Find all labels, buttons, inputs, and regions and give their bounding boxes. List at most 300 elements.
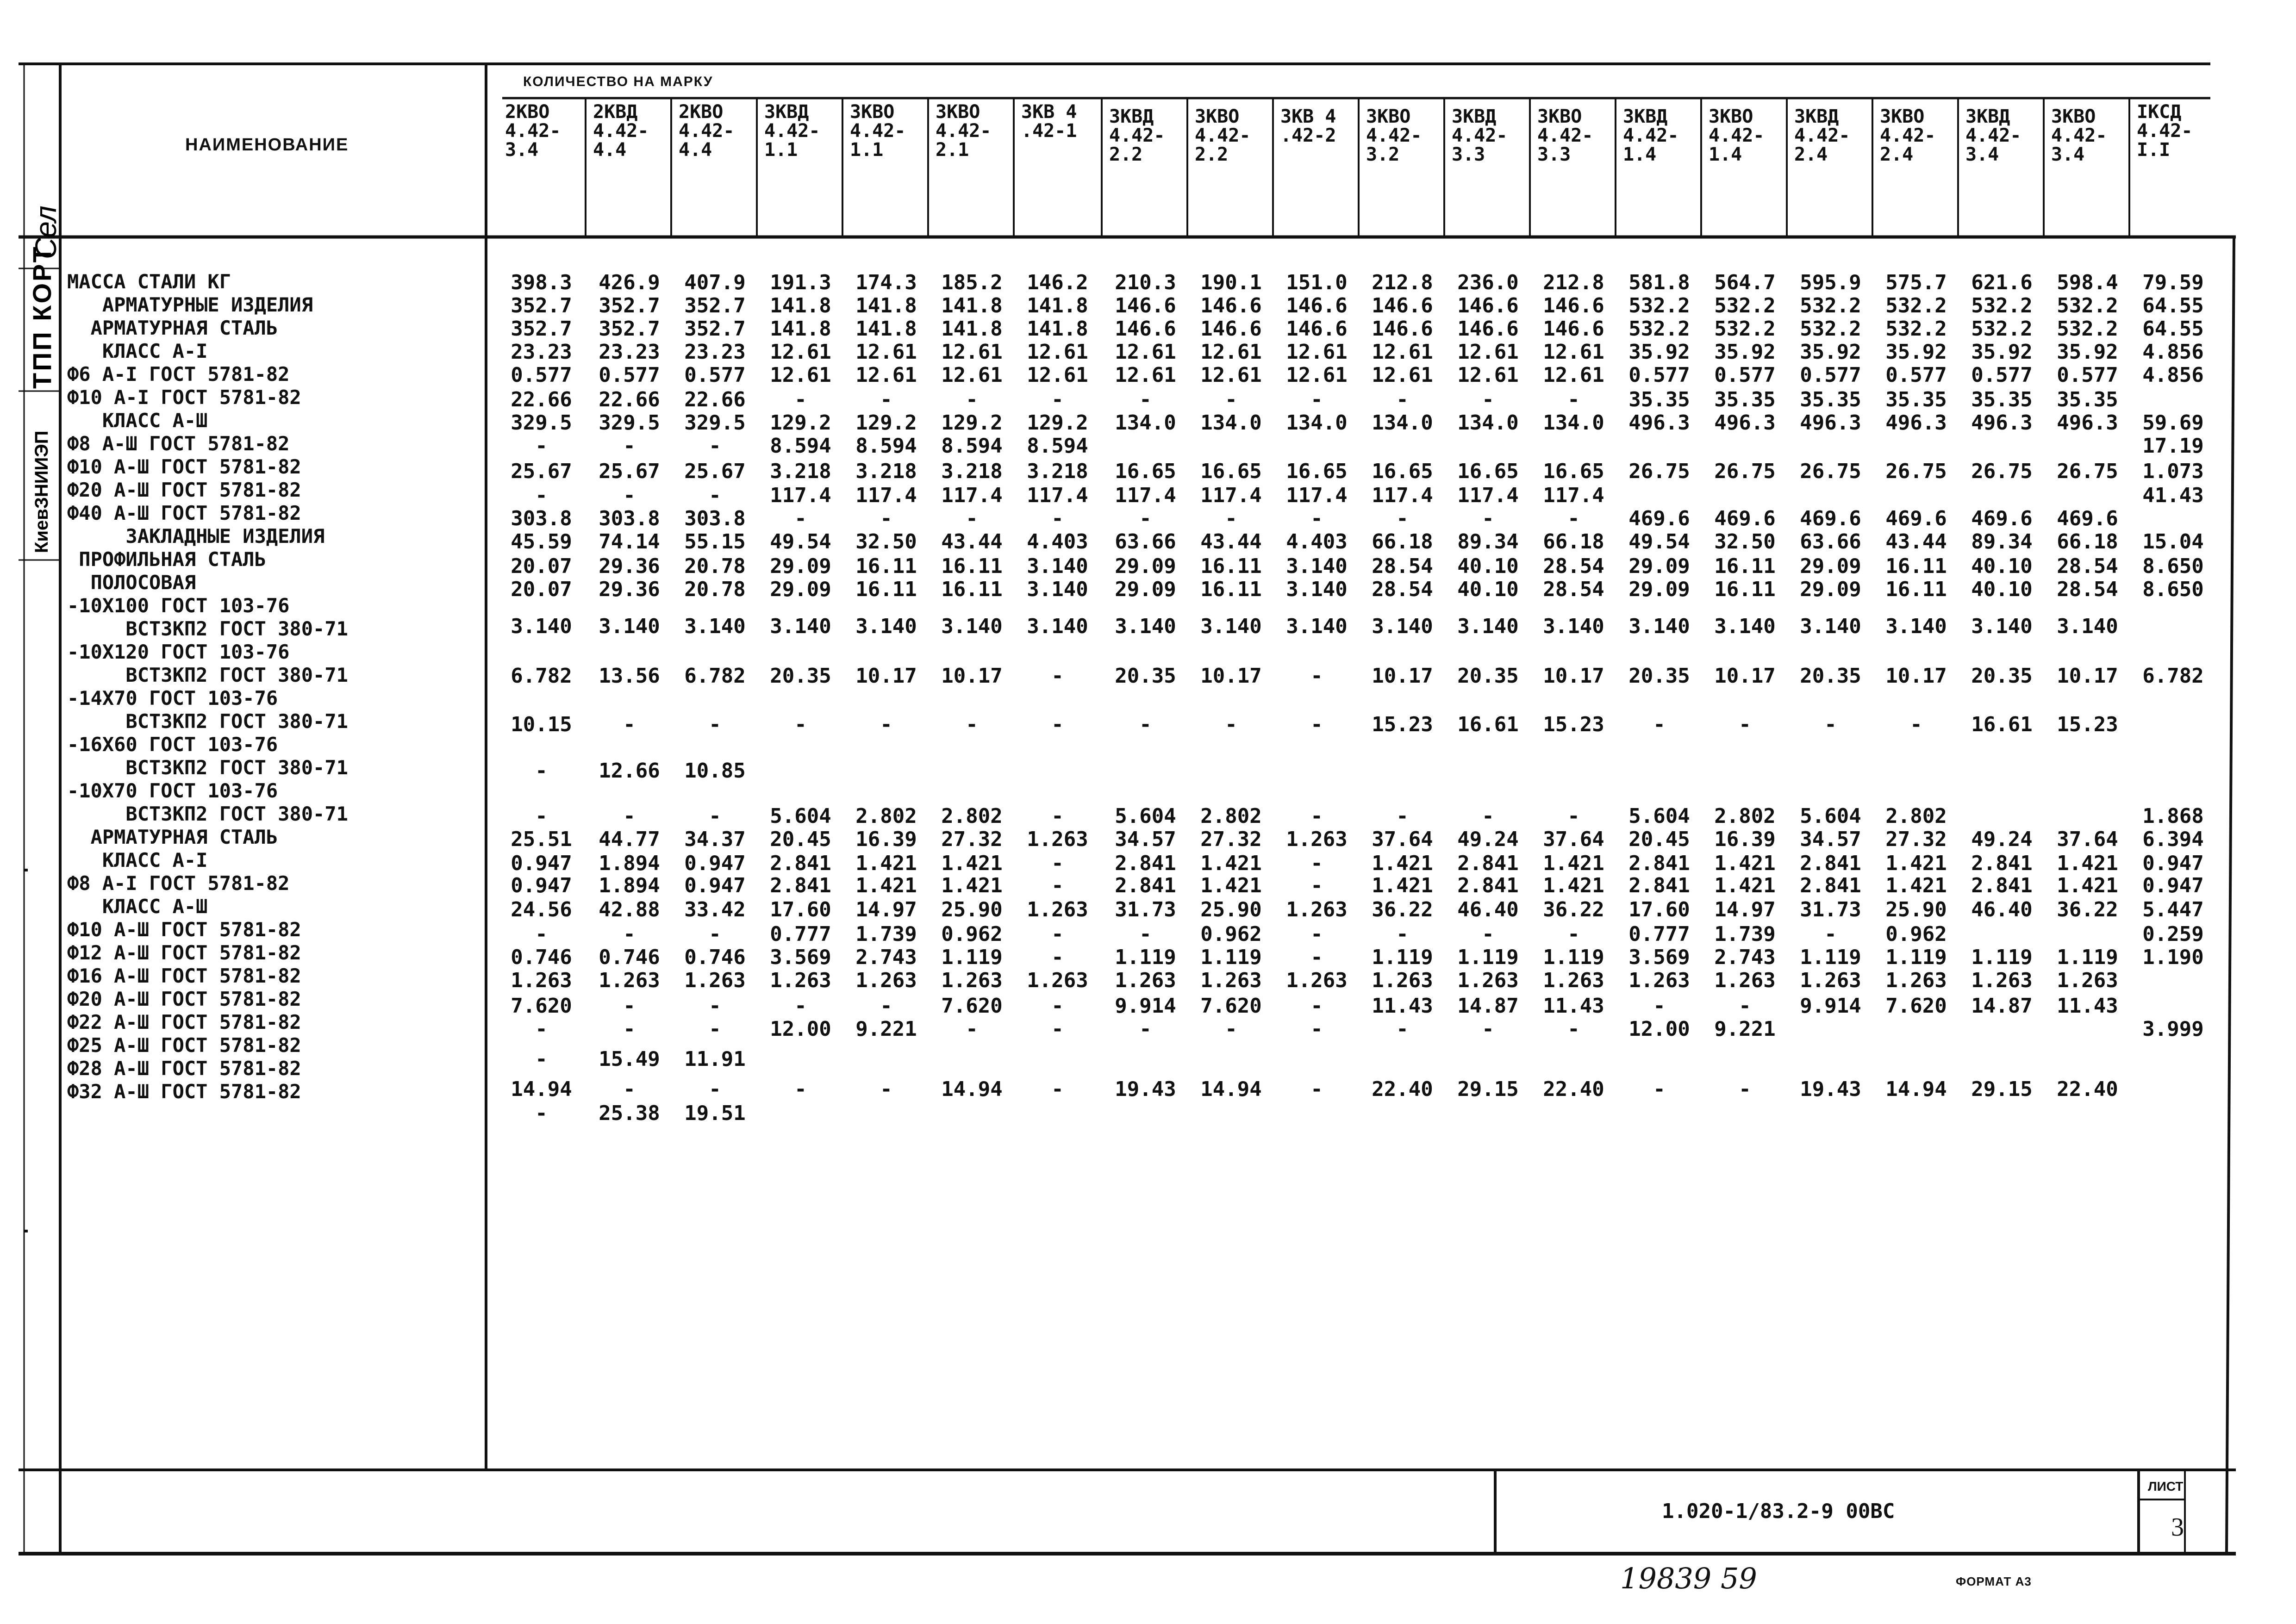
table-cell: 1.263 (1714, 969, 1776, 992)
table-cell: 1.263 (1628, 969, 1690, 992)
row-label: Ф28 А-Ш ГОСТ 5781-82 (67, 1057, 301, 1080)
table-cell: - (1739, 994, 1751, 1018)
table-cell: 532.2 (1800, 317, 1861, 341)
table-cell: 46.40 (1971, 898, 2033, 921)
table-cell: 23.23 (684, 340, 746, 364)
row-label: ВСТЗКП2 ГОСТ 380-71 (67, 710, 348, 733)
table-cell: - (535, 434, 548, 458)
table-cell: 1.263 (1372, 969, 1433, 992)
table-cell: 352.7 (511, 317, 572, 341)
table-cell: 595.9 (1800, 271, 1861, 294)
table-cell: 146.6 (1372, 294, 1433, 317)
table-cell: 22.66 (511, 388, 572, 411)
row-label: ВСТЗКП2 ГОСТ 380-71 (67, 803, 348, 825)
table-cell: 146.6 (1372, 317, 1433, 341)
table-cell: 352.7 (599, 294, 660, 317)
table-cell: 7.620 (941, 994, 1003, 1018)
side-stamp-bottom: КиевЗНИИЭП (31, 430, 52, 553)
table-cell: 1.263 (1200, 969, 1262, 992)
table-cell: 141.8 (941, 294, 1003, 317)
table-cell: 2.841 (1115, 852, 1176, 875)
table-cell: 2.841 (1457, 852, 1519, 875)
table-cell: 16.65 (1115, 460, 1176, 483)
table-cell: 49.54 (770, 530, 831, 554)
table-cell: 10.17 (941, 664, 1003, 688)
table-cell: - (1310, 664, 1323, 688)
table-cell: 35.92 (1714, 340, 1776, 364)
table-cell: 146.6 (1286, 294, 1348, 317)
table-cell: 0.259 (2142, 922, 2204, 946)
table-cell: 532.2 (1800, 294, 1861, 317)
table-cell: - (1051, 852, 1064, 875)
table-cell: 28.54 (1372, 578, 1433, 601)
table-cell: 12.61 (1286, 340, 1348, 364)
table-cell: 5.604 (1800, 804, 1861, 828)
table-cell: 496.3 (1628, 411, 1690, 435)
table-cell: - (880, 388, 892, 411)
table-cell: 49.54 (1628, 530, 1690, 554)
column-header-9: 3КВО 4.42- 2.2 (1195, 106, 1251, 165)
table-cell: - (1225, 713, 1237, 736)
table-cell: - (1139, 1017, 1152, 1041)
table-cell: - (535, 484, 548, 507)
table-cell: 9.914 (1115, 994, 1176, 1018)
table-cell: 26.75 (1971, 460, 2033, 483)
table-cell: 27.32 (941, 828, 1003, 851)
table-cell: - (1396, 804, 1409, 828)
table-cell: 14.94 (941, 1077, 1003, 1101)
table-cell: 7.620 (511, 994, 572, 1018)
table-cell: 129.2 (1027, 411, 1088, 435)
table-cell: - (794, 713, 807, 736)
table-cell: 141.8 (770, 317, 831, 341)
table-cell: 28.54 (1543, 578, 1604, 601)
row-label: ПОЛОСОВАЯ (67, 571, 196, 594)
table-cell: 134.0 (1286, 411, 1348, 435)
table-cell: 79.59 (2142, 271, 2204, 294)
table-cell: 31.73 (1800, 898, 1861, 921)
column-header-8: 3КВД 4.42- 2.2 (1109, 106, 1165, 165)
table-cell: 20.45 (770, 828, 831, 851)
table-cell: 8.594 (770, 434, 831, 458)
table-cell: 9.221 (855, 1017, 917, 1041)
table-cell: 16.11 (941, 554, 1003, 578)
table-cell: 575.7 (1885, 271, 1947, 294)
table-cell: - (880, 1077, 892, 1101)
table-cell: 29.09 (1800, 554, 1861, 578)
row-label: КЛАСС А-I (67, 849, 208, 871)
table-cell: 74.14 (599, 530, 660, 554)
table-cell: 1.894 (599, 852, 660, 875)
table-cell: 10.17 (1200, 664, 1262, 688)
table-cell: 146.6 (1200, 294, 1262, 317)
row-label: КЛАСС А-Ш (67, 895, 208, 918)
table-cell: 37.64 (2057, 828, 2118, 851)
table-cell: 3.140 (1372, 615, 1433, 638)
table-cell: 146.6 (1200, 317, 1262, 341)
table-cell: 22.40 (2057, 1077, 2118, 1101)
table-cell: - (1910, 713, 1922, 736)
table-cell: 17.60 (1628, 898, 1690, 921)
row-label: Ф20 А-Ш ГОСТ 5781-82 (67, 479, 301, 501)
table-cell: 134.0 (1543, 411, 1604, 435)
column-header-7: 3КВ 4 .42-1 (1021, 101, 1077, 142)
table-cell: 20.35 (1971, 664, 2033, 688)
table-cell: 1.421 (1885, 874, 1947, 897)
table-cell: 1.119 (1457, 946, 1519, 969)
table-cell: 129.2 (770, 411, 831, 435)
table-cell: - (1653, 1077, 1666, 1101)
table-cell: 32.50 (1714, 530, 1776, 554)
table-cell: 35.35 (1800, 388, 1861, 411)
table-cell: 28.54 (2057, 554, 2118, 578)
table-cell: 16.11 (855, 554, 917, 578)
table-cell: 4.403 (1286, 530, 1348, 554)
table-cell: 10.17 (1372, 664, 1433, 688)
table-cell: - (1051, 804, 1064, 828)
table-cell: 25.90 (941, 898, 1003, 921)
table-cell: 14.97 (855, 898, 917, 921)
table-cell: 1.263 (684, 969, 746, 992)
table-cell: 63.66 (1800, 530, 1861, 554)
row-label: Ф16 А-Ш ГОСТ 5781-82 (67, 964, 301, 987)
table-cell: - (880, 713, 892, 736)
table-cell: 12.61 (941, 340, 1003, 364)
table-cell: 3.218 (855, 460, 917, 483)
table-cell: 1.263 (1971, 969, 2033, 992)
table-cell: 141.8 (941, 317, 1003, 341)
table-cell: 14.94 (1200, 1077, 1262, 1101)
row-label: Ф10 А-Ш ГОСТ 5781-82 (67, 918, 301, 941)
table-cell: 151.0 (1286, 271, 1348, 294)
table-cell: 16.65 (1543, 460, 1604, 483)
table-cell: 33.42 (684, 898, 746, 921)
table-cell: 581.8 (1628, 271, 1690, 294)
table-cell: 0.577 (1800, 363, 1861, 387)
table-cell: - (1139, 388, 1152, 411)
table-cell: 0.947 (511, 852, 572, 875)
table-cell: 2.841 (1800, 874, 1861, 897)
table-cell: 1.421 (1200, 852, 1262, 875)
table-cell: - (1824, 713, 1837, 736)
table-cell: 34.37 (684, 828, 746, 851)
table-cell: 146.6 (1457, 294, 1519, 317)
table-cell: 141.8 (855, 317, 917, 341)
table-cell: 16.11 (1885, 554, 1947, 578)
column-header-2: 2КВД 4.42- 4.4 (593, 101, 649, 161)
table-cell: 12.61 (941, 363, 1003, 387)
table-cell: 29.09 (1115, 578, 1176, 601)
table-cell: 8.594 (855, 434, 917, 458)
table-cell: 29.15 (1457, 1077, 1519, 1101)
table-cell: - (1051, 994, 1064, 1018)
table-cell: 4.856 (2142, 363, 2204, 387)
table-cell: 20.35 (770, 664, 831, 688)
table-cell: - (1051, 946, 1064, 969)
table-cell: - (880, 994, 892, 1018)
table-cell: 10.17 (1543, 664, 1604, 688)
table-cell: 43.44 (1885, 530, 1947, 554)
table-cell: - (880, 507, 892, 530)
column-header-11: 3КВО 4.42- 3.2 (1366, 106, 1422, 165)
table-cell: 5.447 (2142, 898, 2204, 921)
table-cell: 329.5 (511, 411, 572, 435)
table-cell: 3.569 (1628, 946, 1690, 969)
table-cell: 1.119 (1971, 946, 2033, 969)
table-cell: 26.75 (1628, 460, 1690, 483)
handwritten-number: 19839 59 (1620, 1562, 1757, 1595)
table-cell: 134.0 (1457, 411, 1519, 435)
table-cell: 0.746 (599, 946, 660, 969)
table-cell: 1.119 (2057, 946, 2118, 969)
table-cell: 1.421 (1200, 874, 1262, 897)
table-cell: - (1396, 507, 1409, 530)
table-cell: 1.190 (2142, 946, 2204, 969)
table-cell: 564.7 (1714, 271, 1776, 294)
table-cell: 49.24 (1457, 828, 1519, 851)
table-cell: 469.6 (1971, 507, 2033, 530)
table-cell: - (535, 759, 548, 783)
column-header-16: 3КВД 4.42- 2.4 (1794, 106, 1850, 165)
table-cell: 9.914 (1800, 994, 1861, 1018)
table-cell: 35.35 (1714, 388, 1776, 411)
table-cell: 25.51 (511, 828, 572, 851)
table-cell: 32.50 (855, 530, 917, 554)
table-cell: 12.66 (599, 759, 660, 783)
table-cell: 134.0 (1115, 411, 1176, 435)
table-cell: 1.739 (855, 922, 917, 946)
table-cell: 3.140 (1115, 615, 1176, 638)
row-label: КЛАСС А-Ш (67, 409, 208, 432)
table-cell: 236.0 (1457, 271, 1519, 294)
table-cell: 1.263 (599, 969, 660, 992)
table-cell: 174.3 (855, 271, 917, 294)
table-cell: - (1482, 922, 1494, 946)
table-cell: 17.60 (770, 898, 831, 921)
table-cell: 0.947 (511, 874, 572, 897)
table-cell: 141.8 (770, 294, 831, 317)
row-label: -10Х70 ГОСТ 103-76 (67, 779, 278, 802)
table-cell: 210.3 (1115, 271, 1176, 294)
table-cell: 0.577 (1885, 363, 1947, 387)
table-cell: 1.421 (855, 874, 917, 897)
table-cell: 0.577 (1628, 363, 1690, 387)
table-cell: 26.75 (2057, 460, 2118, 483)
table-cell: 496.3 (1885, 411, 1947, 435)
row-label: ВСТЗКП2 ГОСТ 380-71 (67, 617, 348, 640)
table-cell: - (1051, 507, 1064, 530)
table-cell: - (1396, 1017, 1409, 1041)
table-cell: 11.43 (1543, 994, 1604, 1018)
table-cell: 12.00 (1628, 1017, 1690, 1041)
table-cell: 1.263 (511, 969, 572, 992)
table-cell: 0.947 (2142, 874, 2204, 897)
table-cell: 3.140 (1543, 615, 1604, 638)
table-cell: 19.51 (684, 1101, 746, 1125)
table-cell: 16.61 (1971, 713, 2033, 736)
table-cell: 0.777 (770, 922, 831, 946)
quantity-header: КОЛИЧЕСТВО НА МАРКУ (523, 74, 713, 89)
table-cell: 16.65 (1286, 460, 1348, 483)
table-cell: 35.92 (1800, 340, 1861, 364)
table-cell: 2.743 (1714, 946, 1776, 969)
table-cell: 22.40 (1372, 1077, 1433, 1101)
column-header-3: 2КВО 4.42- 4.4 (679, 101, 735, 161)
table-cell: 20.35 (1628, 664, 1690, 688)
table-cell: 3.140 (1800, 615, 1861, 638)
table-cell: 0.746 (511, 946, 572, 969)
table-cell: - (1225, 388, 1237, 411)
table-cell: - (709, 922, 721, 946)
table-cell: 1.894 (599, 874, 660, 897)
table-cell: 46.40 (1457, 898, 1519, 921)
table-cell: - (623, 484, 636, 507)
table-cell: 1.263 (1286, 969, 1348, 992)
table-cell: 49.24 (1971, 828, 2033, 851)
table-cell: 1.263 (1027, 828, 1088, 851)
table-cell: 532.2 (1714, 317, 1776, 341)
table-cell: 2.802 (855, 804, 917, 828)
table-cell: 12.61 (855, 340, 917, 364)
table-cell: 55.15 (684, 530, 746, 554)
table-cell: 29.36 (599, 578, 660, 601)
table-cell: - (1051, 1077, 1064, 1101)
table-cell: 3.140 (511, 615, 572, 638)
table-cell: - (1310, 1017, 1323, 1041)
row-label: Ф8 А-Ш ГОСТ 5781-82 (67, 432, 290, 455)
table-cell: 3.140 (1027, 615, 1088, 638)
table-cell: 532.2 (1885, 294, 1947, 317)
table-cell: 29.09 (770, 578, 831, 601)
table-cell: 35.35 (1885, 388, 1947, 411)
table-cell: 469.6 (1800, 507, 1861, 530)
table-cell: 16.65 (1457, 460, 1519, 483)
table-cell: 25.38 (599, 1101, 660, 1125)
document-code: 1.020-1/83.2-9 00ВС (1662, 1500, 1895, 1523)
table-cell: 63.66 (1115, 530, 1176, 554)
table-cell: 2.802 (1200, 804, 1262, 828)
table-cell: 2.841 (1971, 874, 2033, 897)
column-header-12: 3КВД 4.42- 3.3 (1452, 106, 1508, 165)
table-cell: - (966, 1017, 978, 1041)
table-cell: 15.49 (599, 1047, 660, 1071)
table-cell: 44.77 (599, 828, 660, 851)
table-cell: 6.394 (2142, 828, 2204, 851)
table-cell: - (1310, 713, 1323, 736)
table-cell: 0.746 (684, 946, 746, 969)
table-cell: 27.32 (1885, 828, 1947, 851)
table-cell: 0.577 (2057, 363, 2118, 387)
table-cell: 45.59 (511, 530, 572, 554)
table-cell: 2.841 (770, 874, 831, 897)
table-cell: 329.5 (684, 411, 746, 435)
table-cell: 469.6 (1714, 507, 1776, 530)
table-cell: 64.55 (2142, 294, 2204, 317)
table-cell: 12.61 (1543, 340, 1604, 364)
table-cell: 1.263 (2057, 969, 2118, 992)
table-cell: 117.4 (1543, 484, 1604, 507)
table-cell: 26.75 (1800, 460, 1861, 483)
table-cell: 426.9 (599, 271, 660, 294)
table-cell: 12.61 (1457, 363, 1519, 387)
table-cell: 3.140 (855, 615, 917, 638)
row-label: АРМАТУРНАЯ СТАЛЬ (67, 826, 278, 848)
table-cell: - (1396, 388, 1409, 411)
table-cell: 469.6 (2057, 507, 2118, 530)
table-cell: 1.263 (1027, 969, 1088, 992)
table-cell: - (1051, 713, 1064, 736)
table-cell: 1.073 (2142, 460, 2204, 483)
table-cell: 5.604 (770, 804, 831, 828)
table-cell: 1.119 (1543, 946, 1604, 969)
table-cell: 2.802 (1885, 804, 1947, 828)
table-cell: 19.43 (1115, 1077, 1176, 1101)
column-header-10: 3КВ 4 .42-2 (1280, 106, 1336, 146)
table-cell: 134.0 (1200, 411, 1262, 435)
table-cell: 2.802 (1714, 804, 1776, 828)
signature: Сел (29, 205, 62, 259)
table-cell: - (1051, 1017, 1064, 1041)
table-cell: 15.04 (2142, 530, 2204, 554)
table-cell: 28.54 (1372, 554, 1433, 578)
table-cell: 35.92 (1628, 340, 1690, 364)
row-label: Ф20 А-Ш ГОСТ 5781-82 (67, 988, 301, 1010)
table-cell: 12.61 (855, 363, 917, 387)
table-cell: 190.1 (1200, 271, 1262, 294)
table-cell: 22.66 (684, 388, 746, 411)
table-cell: - (1310, 388, 1323, 411)
row-label: Ф32 А-Ш ГОСТ 5781-82 (67, 1080, 301, 1103)
table-cell: 1.119 (1115, 946, 1176, 969)
table-cell: 117.4 (1457, 484, 1519, 507)
table-cell: 36.22 (1543, 898, 1604, 921)
table-cell: 117.4 (1027, 484, 1088, 507)
column-header-6: 3КВО 4.42- 2.1 (936, 101, 992, 161)
table-cell: - (1396, 922, 1409, 946)
table-cell: - (623, 922, 636, 946)
table-cell: 532.2 (1971, 294, 2033, 317)
table-cell: 15.23 (2057, 713, 2118, 736)
table-cell: 2.841 (1971, 852, 2033, 875)
table-cell: 7.620 (1200, 994, 1262, 1018)
table-cell: 20.78 (684, 578, 746, 601)
row-label: Ф25 А-Ш ГОСТ 5781-82 (67, 1034, 301, 1057)
table-cell: 29.09 (1115, 554, 1176, 578)
table-cell: 12.61 (1543, 363, 1604, 387)
table-cell: 66.18 (1543, 530, 1604, 554)
table-cell: - (1051, 874, 1064, 897)
row-label: ПРОФИЛЬНАЯ СТАЛЬ (67, 548, 266, 571)
table-cell: 3.218 (1027, 460, 1088, 483)
table-cell: 16.65 (1200, 460, 1262, 483)
table-cell: - (1824, 922, 1837, 946)
table-cell: 532.2 (1628, 294, 1690, 317)
table-cell: 1.739 (1714, 922, 1776, 946)
table-cell: 2.841 (1800, 852, 1861, 875)
table-cell: 3.140 (770, 615, 831, 638)
table-cell: - (623, 1017, 636, 1041)
table-cell: 3.569 (770, 946, 831, 969)
table-cell: 35.92 (2057, 340, 2118, 364)
table-cell: 117.4 (1286, 484, 1348, 507)
table-cell: 496.3 (1714, 411, 1776, 435)
table-cell: 0.962 (1885, 922, 1947, 946)
table-cell: 25.67 (684, 460, 746, 483)
table-cell: - (709, 1017, 721, 1041)
table-cell: 352.7 (684, 317, 746, 341)
table-cell: - (1225, 507, 1237, 530)
table-cell: 191.3 (770, 271, 831, 294)
